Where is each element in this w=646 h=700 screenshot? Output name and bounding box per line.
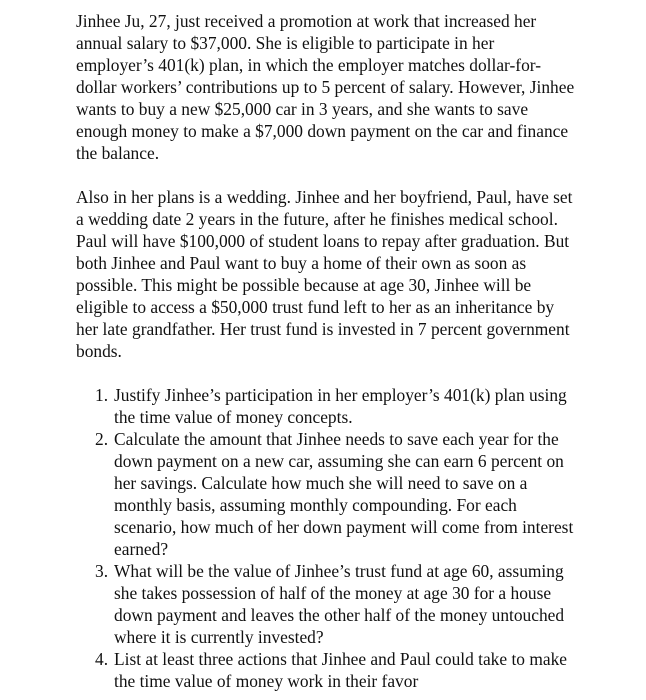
list-item bbox=[95, 384, 576, 428]
case-study-document bbox=[76, 10, 576, 692]
question-number: 2. bbox=[95, 429, 109, 449]
question-text: List at least three actions that Jinhee and Paul could take to make the time value of money work in their favor bbox=[114, 649, 567, 691]
question-list bbox=[76, 384, 576, 692]
question-number: 4. bbox=[95, 649, 109, 669]
question-text: What will be the value of Jinhee’s trust fund at age 60, assuming she takes possession of half of the money at age 30 for a house down payment and leaves the other half of the money untouched where it is currently invested? bbox=[114, 561, 565, 647]
list-item bbox=[95, 648, 576, 692]
question-number: 3. bbox=[95, 561, 109, 581]
question-text: Justify Jinhee’s participation in her employer’s 401(k) plan using the time value of money concepts. bbox=[114, 385, 567, 427]
question-text: Calculate the amount that Jinhee needs to save each year for the down payment on a new car, assuming she can earn 6 percent on her savings. Calculate how much she will need to save on a monthly basis, assuming monthly compounding. For each scenario, how much of her down payment will come from interest earned? bbox=[114, 429, 574, 559]
list-item bbox=[95, 428, 576, 560]
question-number: 1. bbox=[95, 385, 109, 405]
intro-paragraph: Jinhee Ju, 27, just received a promotion at work that increased her annual salary to $37,000. She is eligible to participate in her employer’s 401(k) plan, in which the employer matches dollar-for-dollar workers’ contributions up to 5 percent of salary. However, Jinhee wants to buy a new $25,000 car in 3 years, and she wants to save enough money to make a $7,000 down payment on the car and finance the balance. bbox=[76, 11, 575, 163]
list-item bbox=[95, 560, 576, 648]
plans-paragraph: Also in her plans is a wedding. Jinhee and her boyfriend, Paul, have set a wedding date 2 years in the future, after he finishes medical school. Paul will have $100,000 of student loans to repay after graduation. But both Jinhee and Paul want to buy a home of their own as soon as possible. This might be possible because at age 30, Jinhee will be eligible to access a $50,000 trust fund left to her as an inheritance by her late grandfather. Her trust fund is invested in 7 percent government bonds. bbox=[76, 187, 573, 361]
